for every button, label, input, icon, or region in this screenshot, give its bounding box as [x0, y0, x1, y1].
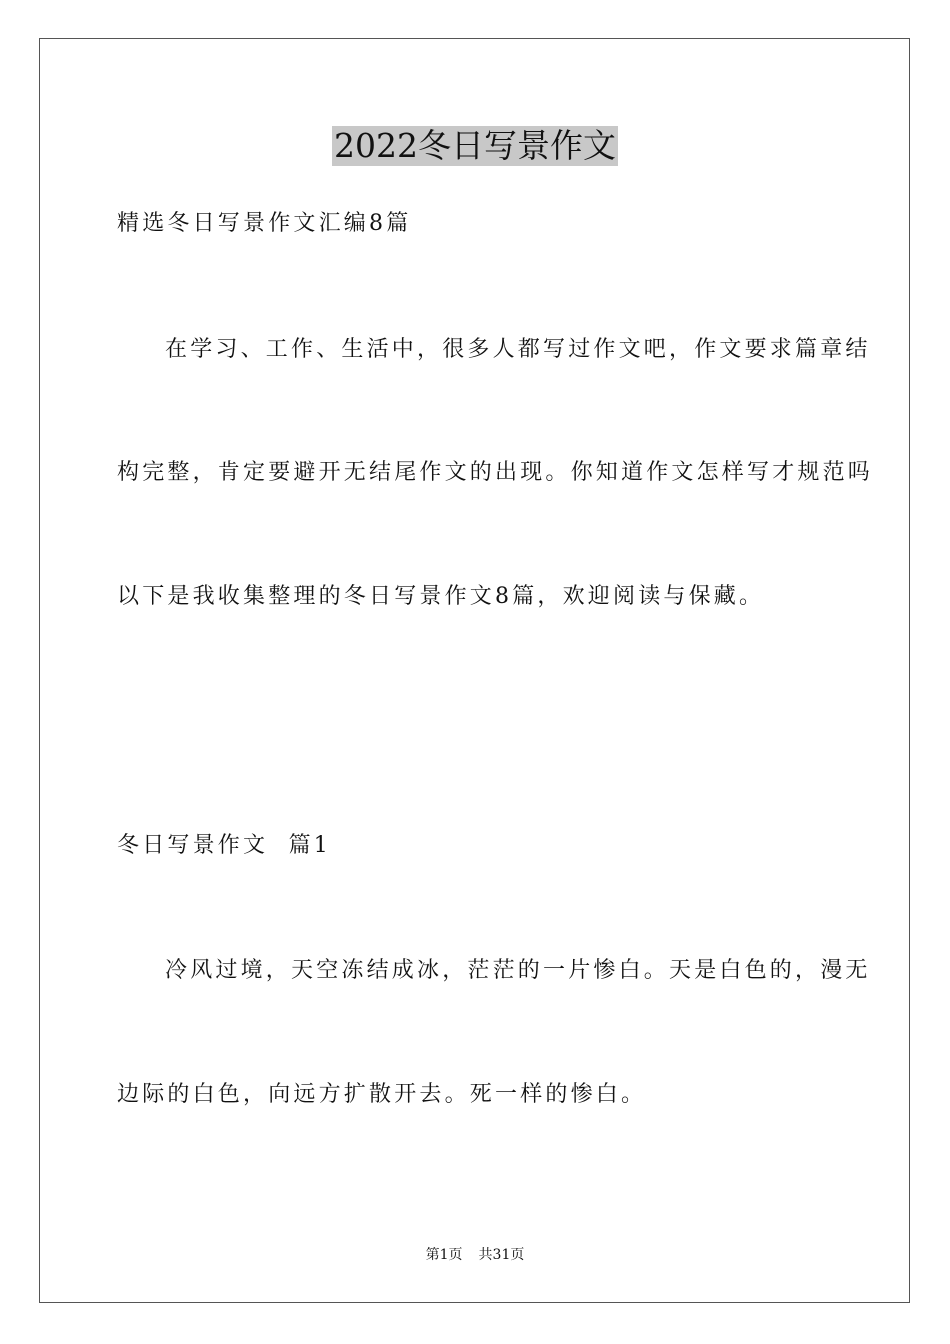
section-line-1: 冷风过境，天空冻结成冰，茫茫的一片惨白。天是白色的，漫无	[165, 958, 871, 983]
page-total: 共31页	[478, 1247, 525, 1263]
section-heading: 冬日写景作文 篇1	[117, 833, 331, 858]
document-title: 2022冬日写景作文	[334, 126, 616, 165]
document-subtitle: 精选冬日写景作文汇编8篇	[117, 211, 412, 236]
intro-line-1: 在学习、工作、生活中，很多人都写过作文吧，作文要求篇章结	[165, 337, 871, 362]
section-line-2: 边际的白色，向远方扩散开去。死一样的惨白。	[117, 1082, 647, 1107]
page-footer	[0, 1245, 950, 1265]
intro-line-3: 以下是我收集整理的冬日写景作文8篇，欢迎阅读与保藏。	[117, 584, 765, 609]
intro-line-2: 构完整，肯定要避开无结尾作文的出现。你知道作文怎样写才规范吗	[117, 460, 874, 485]
title-container	[0, 126, 950, 166]
page-number: 第1页	[425, 1247, 463, 1263]
